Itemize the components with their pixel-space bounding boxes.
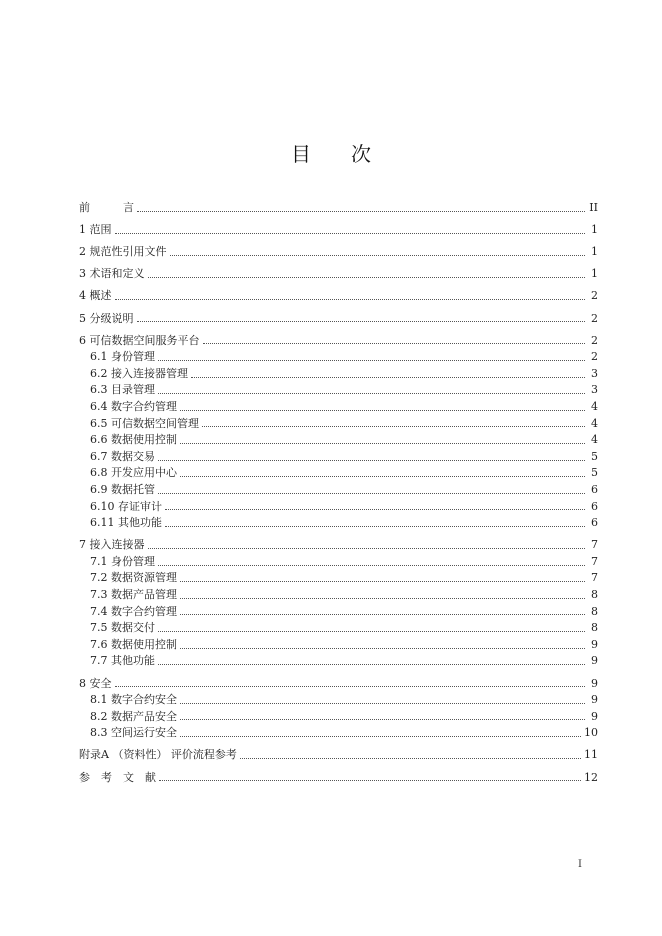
toc-subentry[interactable]: [79, 366, 598, 383]
toc-entry-page-number: 8: [591, 604, 598, 618]
toc-entry-page-number: 9: [591, 654, 598, 668]
toc-entry-label: 7.6 数据使用控制: [90, 637, 177, 651]
toc-entry-label: 6 可信数据空间服务平台: [79, 333, 200, 347]
toc-entry[interactable]: [79, 333, 598, 350]
toc-leader-dots: [180, 476, 585, 477]
toc-entry-label: 2 规范性引用文件: [79, 245, 167, 259]
toc-entry-page-number: 12: [584, 770, 598, 784]
toc-entry-page-number: 9: [591, 693, 598, 707]
toc-entry-page-number: 1: [591, 245, 598, 259]
toc-entry-label: 7.7 其他功能: [90, 654, 155, 668]
toc-subentry[interactable]: [79, 692, 598, 709]
toc-entry-label: 7.5 数据交付: [90, 621, 155, 635]
toc-entry-page-number: 2: [591, 289, 598, 303]
toc-entry-page-number: 8: [591, 621, 598, 635]
toc-leader-dots: [240, 758, 581, 759]
toc-leader-dots: [158, 664, 585, 665]
toc-entry-page-number: 4: [591, 416, 598, 430]
toc-subentry[interactable]: [79, 382, 598, 399]
toc-leader-dots: [202, 426, 585, 427]
toc-entry-label: 1 范围: [79, 223, 112, 237]
toc-subentry[interactable]: [79, 449, 598, 466]
toc-entry-label: 6.3 目录管理: [90, 383, 155, 397]
toc-subentry[interactable]: [79, 349, 598, 366]
toc-entry-page-number: 6: [591, 516, 598, 530]
toc-entry-page-number: 2: [591, 350, 598, 364]
page-title: 目 次: [291, 142, 371, 166]
toc-leader-dots: [158, 565, 585, 566]
toc-entry[interactable]: [79, 537, 598, 554]
toc-entry-page-number: 10: [584, 726, 598, 740]
toc-entry-label: 4 概述: [79, 289, 112, 303]
toc-entry-label: 7 接入连接器: [79, 538, 145, 552]
toc-entry-label: 6.6 数据使用控制: [90, 433, 177, 447]
toc-leader-dots: [148, 548, 586, 549]
toc-leader-dots: [159, 780, 581, 781]
toc-entry[interactable]: [79, 244, 598, 261]
toc-subentry[interactable]: [79, 653, 598, 670]
toc-entry-label: 附录A （资料性） 评价流程参考: [79, 748, 237, 762]
toc-subentry[interactable]: [79, 725, 598, 742]
toc-entry-page-number: 6: [591, 499, 598, 513]
toc-entry[interactable]: [79, 675, 598, 692]
toc-subentry[interactable]: [79, 604, 598, 621]
toc-subentry[interactable]: [79, 499, 598, 516]
toc-entry-page-number: 3: [591, 383, 598, 397]
toc-subentry[interactable]: [79, 637, 598, 654]
toc-entry-label: 8.3 空间运行安全: [90, 726, 177, 740]
toc-entry-label: 7.4 数字合约管理: [90, 604, 177, 618]
toc-entry-page-number: 7: [591, 538, 598, 552]
toc-entry-page-number: 2: [591, 311, 598, 325]
toc-subentry[interactable]: [79, 709, 598, 726]
toc-leader-dots: [180, 736, 581, 737]
toc-entry-label: 6.7 数据交易: [90, 449, 155, 463]
toc-entry-label: 6.9 数据托管: [90, 483, 155, 496]
toc-entry-page-number: 2: [591, 333, 598, 347]
toc-entry-page-number: 9: [591, 637, 598, 651]
toc-entry-page-number: 7: [591, 571, 598, 585]
toc-subentry[interactable]: [79, 620, 598, 637]
toc-entry-label: 6.2 接入连接器管理: [90, 366, 188, 380]
toc-subentry[interactable]: [79, 587, 598, 604]
toc-entry-label: 6.1 身份管理: [90, 350, 155, 364]
toc-leader-dots: [165, 526, 585, 527]
toc-entry-page-number: 4: [591, 400, 598, 414]
toc-leader-dots: [180, 598, 585, 599]
toc-leader-dots: [148, 277, 586, 278]
toc-entry-page-number: 8: [591, 588, 598, 602]
toc-leader-dots: [158, 460, 585, 461]
toc-entry[interactable]: [79, 769, 598, 786]
toc-entry-label: 6.4 数字合约管理: [90, 400, 177, 414]
toc-entry-page-number: 5: [591, 466, 598, 480]
toc-entry-page-number: 1: [591, 223, 598, 237]
toc-entry-label: 6.10 存证审计: [90, 499, 162, 513]
toc-entry-label: 3 术语和定义: [79, 267, 145, 281]
toc-entry-label: 7.1 身份管理: [90, 554, 155, 568]
toc-entry-label: 7.3 数据产品管理: [90, 588, 177, 602]
toc-subentry[interactable]: [79, 432, 598, 449]
toc-entry-page-number: II: [589, 201, 598, 215]
toc-entry-label: 6.11 其他功能: [90, 516, 162, 530]
toc-subentry[interactable]: [79, 465, 598, 482]
toc-leader-dots: [115, 299, 586, 300]
toc-entry[interactable]: [79, 310, 598, 327]
toc-leader-dots: [158, 631, 585, 632]
toc-entry[interactable]: [79, 222, 598, 239]
toc-leader-dots: [180, 443, 585, 444]
toc-entry-page-number: 4: [591, 433, 598, 447]
toc-subentry[interactable]: [79, 416, 598, 433]
toc-leader-dots: [191, 377, 585, 378]
toc-entry[interactable]: [79, 747, 598, 764]
toc-entry-label: 参 考 文 献: [79, 770, 156, 784]
toc-subentry[interactable]: [79, 570, 598, 587]
toc-entry-label: 7.2 数据资源管理: [90, 571, 177, 585]
toc-subentry[interactable]: [79, 482, 598, 499]
toc-leader-dots: [158, 493, 585, 494]
toc-entry[interactable]: [79, 266, 598, 283]
toc-leader-dots: [180, 581, 585, 582]
footer-page-number: I: [578, 859, 582, 870]
toc-entry[interactable]: [79, 288, 598, 305]
toc-entry-label: 5 分级说明: [79, 311, 134, 325]
toc-leader-dots: [158, 393, 585, 394]
toc-subentry[interactable]: [79, 399, 598, 416]
toc-leader-dots: [115, 686, 586, 687]
toc-entry-page-number: 9: [591, 709, 598, 723]
toc-entry-label: 8.1 数字合约安全: [90, 693, 177, 707]
toc-entry[interactable]: [79, 200, 598, 217]
toc-entry-page-number: 6: [591, 483, 598, 496]
toc-entry-page-number: 7: [591, 554, 598, 568]
table-of-contents: [79, 200, 598, 786]
toc-leader-dots: [180, 719, 585, 720]
toc-leader-dots: [180, 410, 585, 411]
toc-leader-dots: [165, 509, 585, 510]
toc-subentry[interactable]: [79, 515, 598, 532]
toc-entry-label: 6.5 可信数据空间管理: [90, 416, 199, 430]
toc-entry-page-number: 3: [591, 366, 598, 380]
toc-leader-dots: [180, 703, 585, 704]
toc-leader-dots: [203, 343, 586, 344]
toc-entry-label: 6.8 开发应用中心: [90, 466, 177, 480]
toc-entry-label: 前 言: [79, 201, 134, 215]
toc-leader-dots: [115, 233, 586, 234]
toc-leader-dots: [180, 648, 585, 649]
toc-leader-dots: [158, 360, 585, 361]
toc-entry-page-number: 1: [591, 267, 598, 281]
toc-entry-page-number: 9: [591, 676, 598, 690]
toc-subentry[interactable]: [79, 554, 598, 571]
toc-entry-label: 8 安全: [79, 676, 112, 690]
toc-entry-label: 8.2 数据产品安全: [90, 709, 177, 723]
toc-leader-dots: [137, 211, 585, 212]
toc-entry-page-number: 11: [584, 748, 598, 762]
toc-leader-dots: [180, 614, 585, 615]
toc-leader-dots: [170, 255, 586, 256]
toc-entry-page-number: 5: [591, 449, 598, 463]
toc-leader-dots: [137, 321, 586, 322]
